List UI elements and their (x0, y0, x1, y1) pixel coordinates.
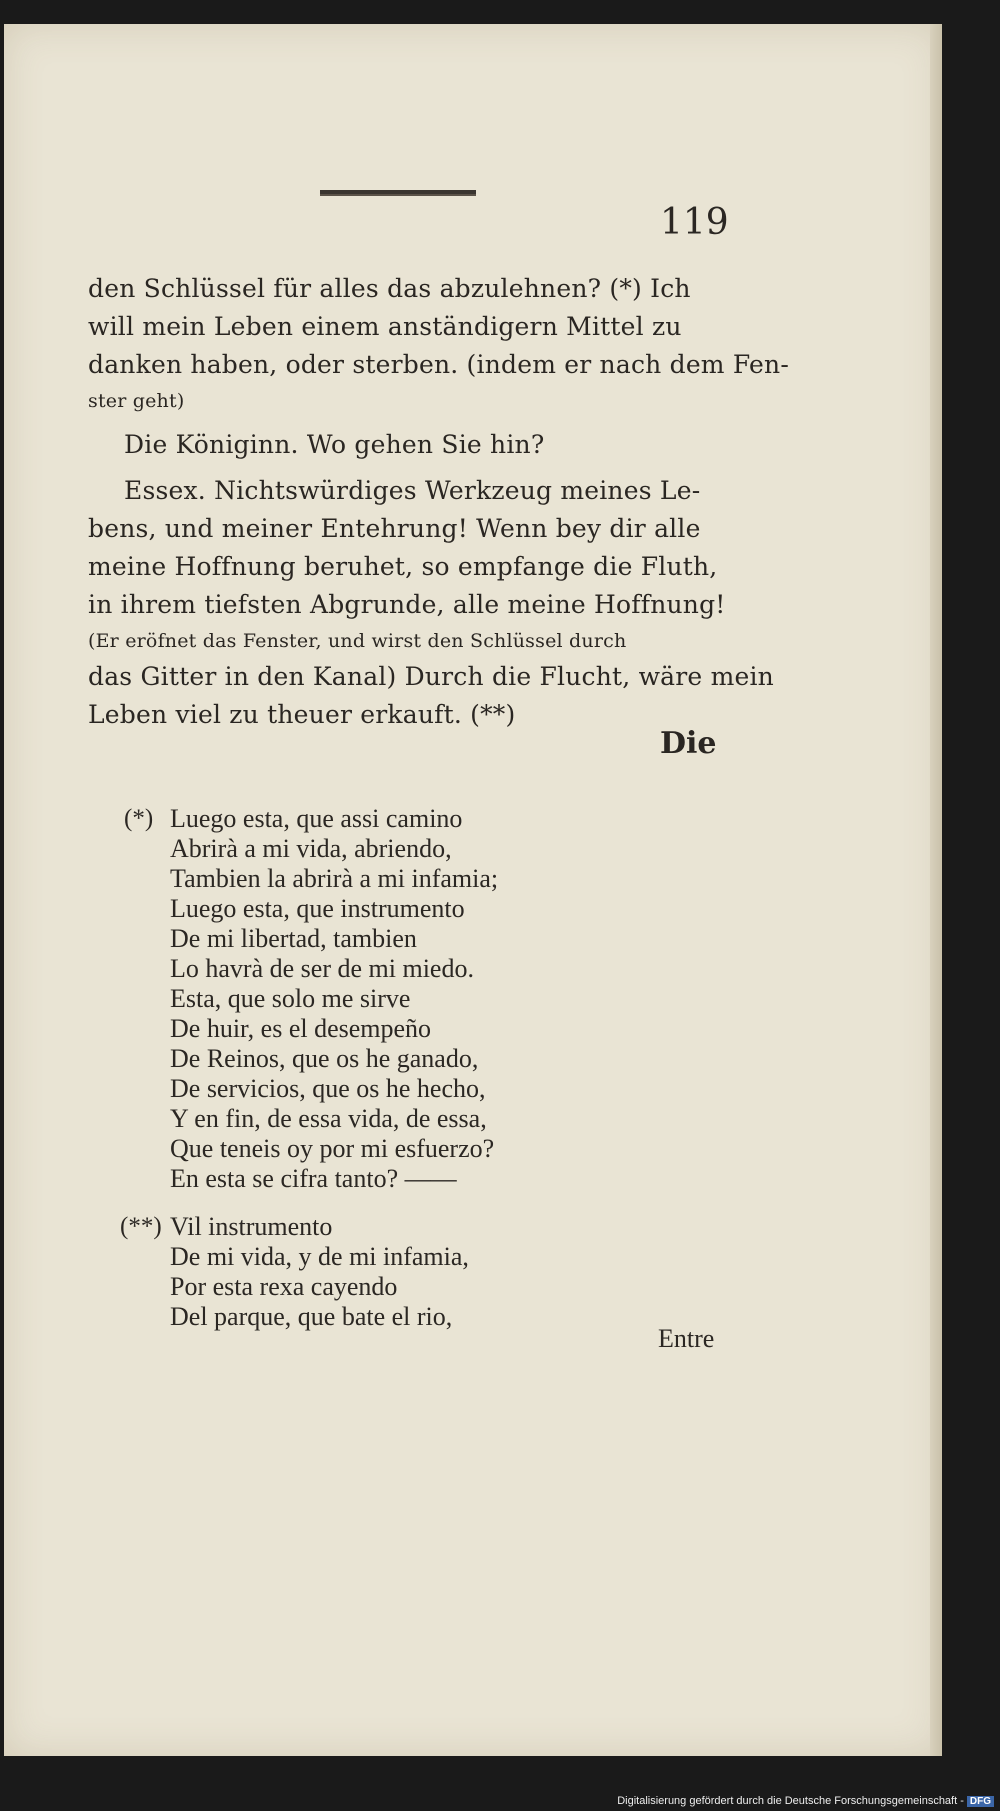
verse-line: Luego esta, que assi camino (170, 804, 463, 833)
verse-line: Abrirà a mi vida, abriendo, (170, 834, 452, 863)
catchword-top: Die (660, 726, 717, 761)
footnote-2 (120, 1212, 684, 1332)
verse-line: En esta se cifra tanto? —— (170, 1164, 457, 1193)
main-line: will mein Leben einem anständigern Mittel zu (88, 312, 682, 341)
verse-line: De servicios, que os he hecho, (170, 1074, 486, 1103)
header-rule (320, 190, 476, 196)
verse-line: De mi vida, y de mi infamia, (170, 1242, 469, 1271)
main-line: Leben viel zu theuer erkauft. (**) (88, 700, 516, 729)
main-line: meine Hoffnung beruhet, so empfange die Fluth, (88, 552, 718, 581)
verse-line: De huir, es el desempeño (170, 1014, 432, 1043)
main-line: das Gitter in den Kanal) Durch die Flucht, wäre mein (88, 662, 774, 691)
verse-line: Lo havrà de ser de mi miedo. (170, 954, 474, 983)
verse-line: Vil instrumento (170, 1212, 333, 1241)
footnote-1 (124, 804, 684, 1194)
stage-direction: (Er eröfnet das Fenster, und wirst den Schlüssel durch (88, 630, 627, 652)
credit-text: Digitalisierung gefördert durch die Deutsche Forschungsgemeinschaft - (617, 1795, 964, 1807)
main-line: den Schlüssel für alles das abzulehnen? (*) Ich (88, 274, 691, 303)
main-line: danken haben, oder sterben. (indem er nach dem Fen- (88, 350, 789, 379)
verse-line: De mi libertad, tambien (170, 924, 417, 953)
verse-line: De Reinos, que os he ganado, (170, 1044, 479, 1073)
footnote-verse (124, 1212, 684, 1332)
catchword-bottom: Entre (658, 1324, 715, 1353)
main-line: ster geht) (88, 390, 185, 412)
footnote-marker: (**) (120, 1213, 162, 1240)
verse-line: Por esta rexa cayendo (170, 1272, 398, 1301)
verse-line: Que teneis oy por mi esfuerzo? (170, 1134, 495, 1163)
digitization-credit (617, 1795, 994, 1807)
footnotes (120, 804, 684, 1332)
book-page (4, 24, 942, 1756)
verse-line: Tambien la abrirà a mi infamia; (170, 864, 499, 893)
verse-line: Luego esta, que instrumento (170, 894, 465, 923)
dfg-logo: DFG (967, 1796, 994, 1807)
verse-line: Y en fin, de essa vida, de essa, (170, 1104, 487, 1133)
main-line: in ihrem tiefsten Abgrunde, alle meine Hoffnung! (88, 590, 726, 619)
speaker-line: Die Königinn. Wo gehen Sie hin? (124, 430, 545, 459)
verse-line: Del parque, que bate el rio, (170, 1302, 453, 1331)
footnote-verse (124, 804, 684, 1194)
main-line: bens, und meiner Entehrung! Wenn bey dir alle (88, 514, 701, 543)
footnote-marker: (*) (124, 805, 154, 832)
page-number: 119 (660, 202, 729, 243)
speaker-line: Essex. Nichtswürdiges Werkzeug meines Le- (124, 476, 701, 505)
main-text (88, 270, 789, 734)
verse-line: Esta, que solo me sirve (170, 984, 411, 1013)
page-fold (930, 24, 942, 1756)
